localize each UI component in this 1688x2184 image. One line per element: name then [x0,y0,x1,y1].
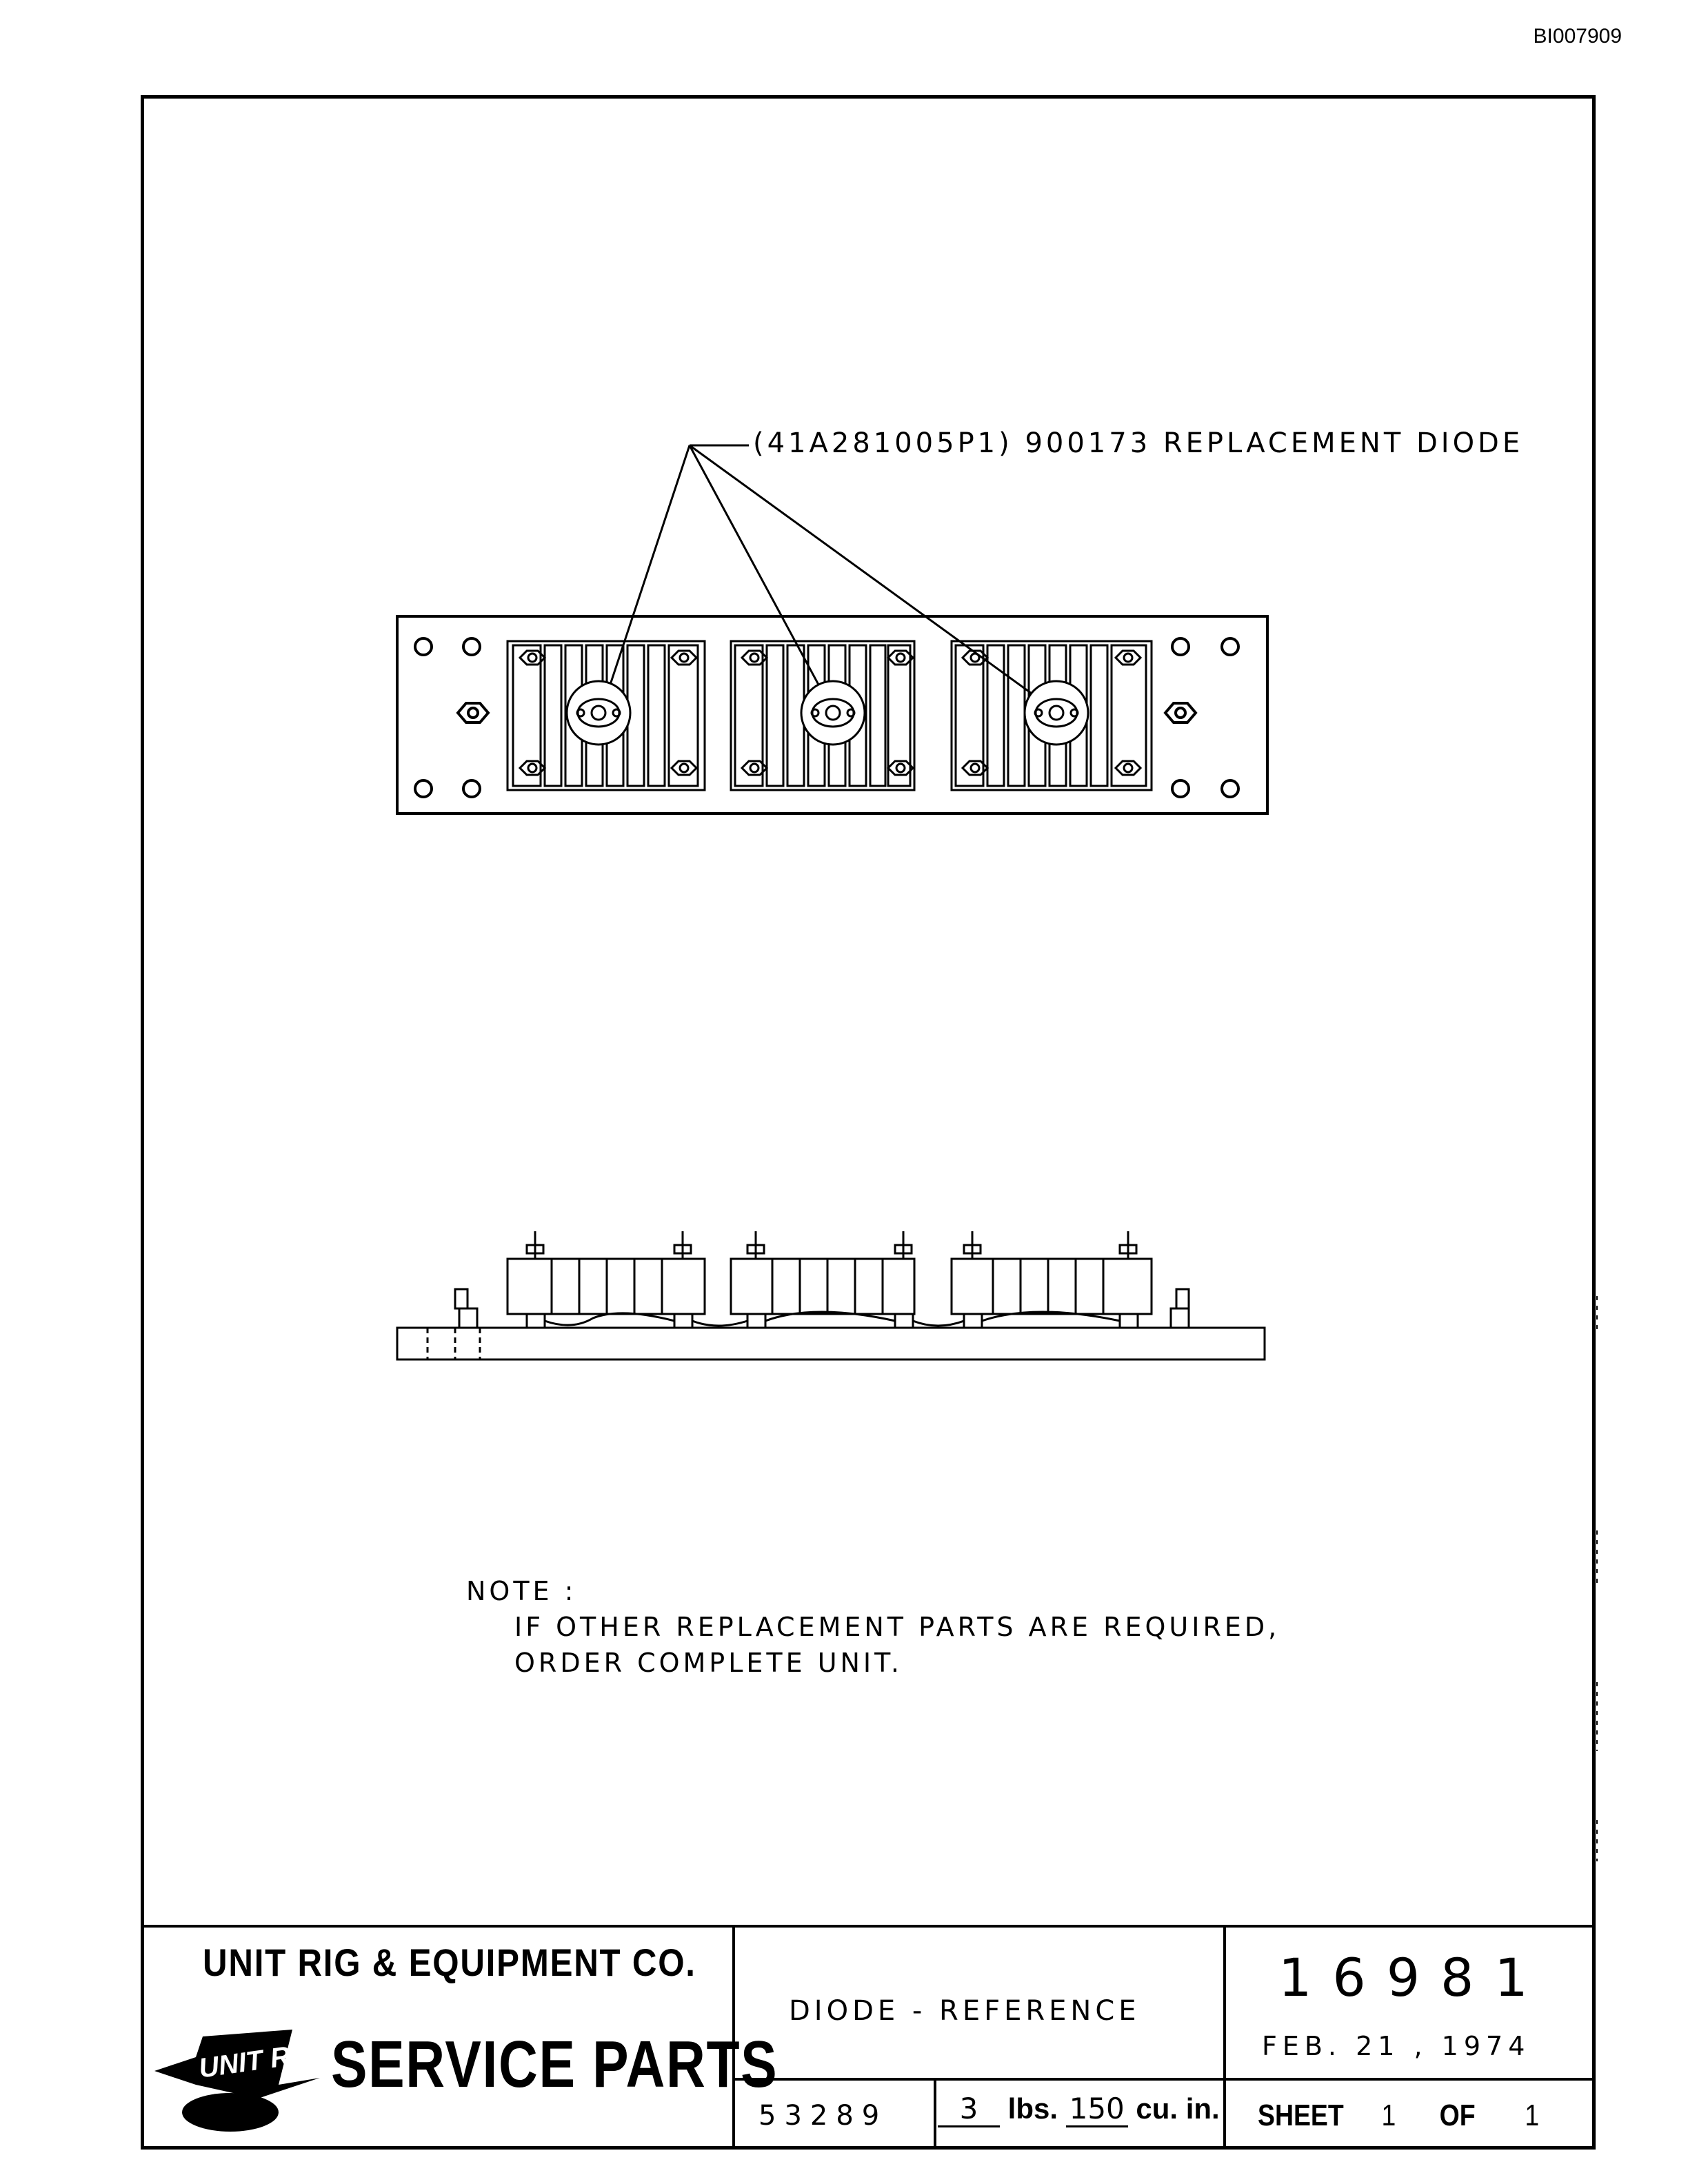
heatsink-3 [952,641,1152,790]
sheet-total: 1 [1525,2099,1540,2132]
company-name: UNIT RIG & EQUIPMENT CO. [203,1941,696,1984]
volume-unit: cu. in. [1136,2092,1220,2125]
note-block [466,1573,1280,1681]
note-heading: NOTE : [466,1576,577,1606]
weight-unit: lbs. [1007,2092,1058,2125]
title-block [141,1926,1596,2150]
drawing-title: DIODE - REFERENCE [789,1995,1141,2027]
sheet-label: SHEET [1258,2099,1344,2132]
sheet-info [1258,2099,1539,2133]
document-id: BI007909 [1533,25,1622,48]
drawing-number: 16981 [1278,1947,1549,2008]
service-parts-heading: SERVICE PARTS [331,2028,778,2101]
sheet-number: 1 [1381,2099,1396,2132]
heatsink-2 [731,641,914,790]
heatsink-1 [508,641,705,790]
drawing-date: FEB. 21 , 1974 [1262,2031,1531,2061]
weight-value: 3 [938,2092,1000,2127]
diode-callout-label: (41A281005P1) 900173 REPLACEMENT DIODE [753,427,1524,459]
weight-volume [938,2092,1220,2127]
note-line-2: ORDER COMPLETE UNIT. [514,1648,903,1678]
volume-value: 150 [1066,2092,1128,2127]
part-code: 53289 [758,2100,888,2132]
of-label: OF [1439,2099,1476,2132]
unit-rig-logo-icon [154,2009,327,2140]
side-view [397,1231,1265,1359]
note-line-1: IF OTHER REPLACEMENT PARTS ARE REQUIRED, [514,1612,1280,1642]
logo-text: UNIT RIG [197,2036,321,2084]
